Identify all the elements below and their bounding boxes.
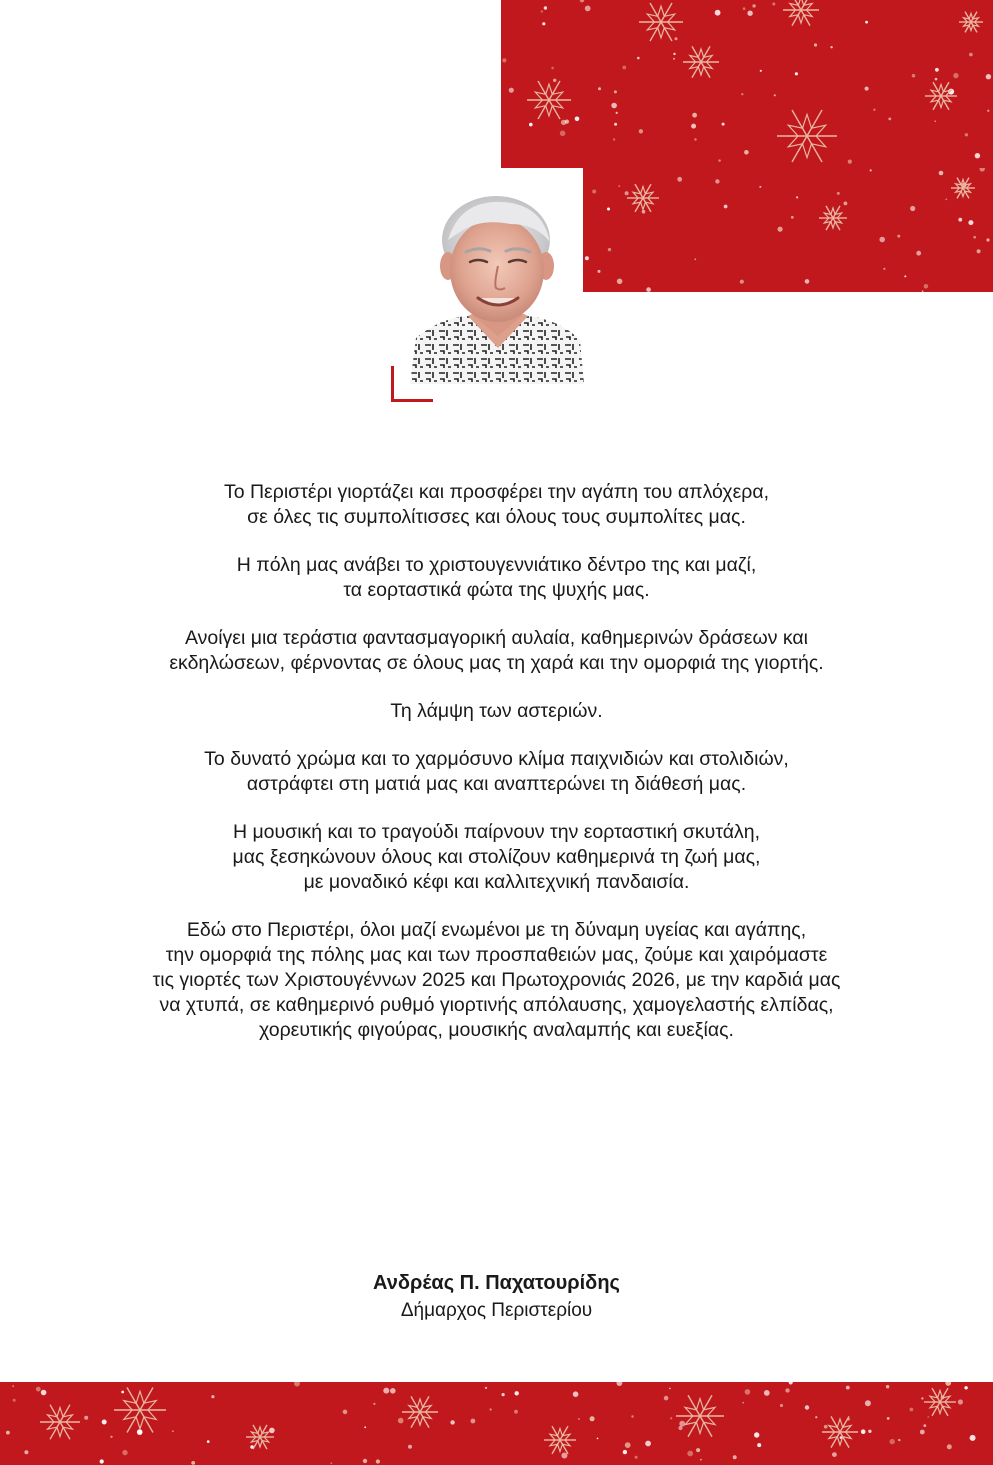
sparkle-dot [830, 46, 832, 48]
sparkle-dot [815, 1416, 817, 1418]
letter-line: τα εορταστικά φώτα της ψυχής μας. [343, 579, 650, 601]
sparkle-dot [585, 256, 589, 260]
sparkle-dot [692, 113, 697, 118]
snowflake-icon [544, 1426, 576, 1454]
snowflake-icon [959, 12, 983, 33]
sparkle-dot [898, 1439, 900, 1441]
sparkle-dot [121, 1391, 124, 1394]
sparkle-dot [617, 279, 623, 285]
sparkle-dot [754, 1432, 759, 1437]
top-red-snowflake-panel-lower [583, 168, 993, 292]
sparkle-dot [870, 169, 872, 171]
sparkle-dot [715, 10, 721, 16]
letter-paragraph [60, 747, 933, 797]
sparkle-dot [390, 1388, 396, 1394]
sparkle-dot [747, 11, 752, 16]
sparkle-dot [921, 1397, 923, 1399]
sparkle-dot [968, 220, 973, 225]
sparkle-dot [646, 287, 651, 292]
letter-line: Εδώ στο Περιστέρι, όλοι μαζί ενωμένοι με τη δύναμη υγείας και αγάπης, [186, 919, 807, 941]
sparkle-dot [791, 216, 794, 219]
sparkle-dot [553, 79, 556, 82]
sparkle-dot [598, 87, 601, 90]
sparkle-dot [947, 1444, 952, 1449]
sparkle-dot [364, 1426, 366, 1428]
sparkle-dot [622, 66, 626, 70]
signature-block [0, 1270, 993, 1324]
letter-line: Η πόλη μας ανάβει το χριστουγεννιάτικο δέντρο της και μαζί, [236, 554, 757, 576]
letter-line: εκδηλώσεων, φέρνοντας σε όλους μας τη χαρά και την ομορφιά της γιορτής. [169, 652, 824, 674]
sparkle-dot [625, 191, 629, 195]
top-red-snowflake-panel [501, 0, 993, 168]
sparkle-dot [578, 1418, 580, 1420]
sparkle-dot [12, 1385, 14, 1387]
letter-line: σε όλες τις συμπολίτισσες και όλους τους συμπολίτες μας. [247, 506, 746, 528]
sparkle-dot [733, 1455, 737, 1459]
sparkle-dot [953, 73, 958, 78]
sparkle-dot [611, 103, 617, 109]
red-corner-accent [391, 366, 433, 402]
sparkle-dot [617, 1382, 623, 1386]
sparkle-dot [408, 1445, 412, 1449]
sparkle-dot [502, 58, 506, 62]
sparkle-dot [945, 1382, 951, 1386]
sparkle-dot [973, 236, 976, 239]
sparkle-dot [294, 1382, 300, 1387]
letter-body [60, 480, 933, 1066]
sparkle-dot [897, 235, 900, 238]
sparkle-dot [694, 138, 696, 140]
letter-line: Τη λάμψη των αστεριών. [390, 700, 603, 722]
sparkle-dot [597, 1438, 599, 1440]
sparkle-dot [6, 1431, 10, 1435]
letter-paragraph [60, 626, 933, 676]
sparkle-dot [191, 1461, 195, 1465]
snowflake-icon [819, 206, 847, 230]
sparkle-dot [24, 1450, 28, 1454]
sparkle-dot [987, 110, 989, 112]
sparkle-dot [614, 90, 617, 93]
sparkle-dot [774, 94, 776, 96]
sparkle-dot [677, 177, 682, 182]
sparkle-dot [759, 186, 761, 188]
sparkle-dot [84, 1416, 88, 1420]
sparkle-dot [687, 1451, 693, 1457]
sparkle-dot [613, 138, 615, 140]
sparkle-dot [373, 1403, 375, 1405]
sparkle-dot [886, 1385, 889, 1388]
snowflake-icon [527, 81, 571, 119]
snowflake-icon [683, 46, 719, 77]
sparkle-dot [635, 1456, 638, 1459]
sparkle-dot [764, 1390, 770, 1396]
sparkle-dot [964, 1386, 967, 1389]
sparkle-dot [724, 205, 728, 209]
sparkle-dot [639, 129, 643, 133]
sparkle-dot [631, 1415, 633, 1417]
sparkle-dot [541, 10, 543, 12]
sparkle-dot [934, 120, 936, 122]
snowflake-icon [924, 1388, 956, 1416]
letter-paragraph [60, 699, 933, 724]
sparkle-dot [207, 1440, 210, 1443]
letter-line: με μοναδικό κέφι και καλλιτεχνική πανδαισία. [303, 871, 690, 893]
sparkle-dot [865, 87, 869, 91]
sparkle-dot [565, 120, 569, 124]
sparkle-dot [673, 53, 675, 55]
sparkle-dot [36, 1387, 41, 1392]
sparkle-dot [757, 1443, 761, 1447]
sparkle-dot [741, 93, 743, 95]
sparkle-dot [912, 74, 916, 78]
letter-line: χορευτικής φιγούρας, μουσικής αναλαμπής και ευεξίας. [259, 1019, 734, 1041]
sparkle-dot [969, 53, 973, 57]
sparkle-dot [330, 1462, 332, 1464]
sparkle-dot [673, 58, 675, 60]
sparkle-dot [515, 1391, 519, 1395]
sparkle-dot [561, 1453, 567, 1459]
sparkle-dot [269, 1428, 275, 1434]
sparkle-dot [122, 1450, 127, 1455]
sparkle-dot [100, 1459, 104, 1463]
sparkle-dot [664, 1396, 669, 1401]
sparkle-dot [722, 123, 725, 126]
letter-line: Ανοίγει μια τεράστια φαντασμαγορική αυλαία, καθημερινών δράσεων και [184, 627, 809, 649]
sparkle-dot [986, 238, 989, 241]
sparkle-dot [614, 123, 617, 126]
sparkle-dot [910, 206, 915, 211]
sparkle-dot [916, 251, 921, 256]
letter-line: την ομορφιά της πόλης μας και των προσπαθειών μας, ζούμε και χαιρόμαστε [165, 944, 828, 966]
sparkle-dot [694, 258, 696, 260]
sparkle-dot [965, 133, 968, 136]
sparkle-dot [890, 1439, 895, 1444]
sparkle-dot [675, 37, 678, 40]
sparkle-dot [590, 1416, 595, 1421]
sparkle-dot [740, 280, 744, 284]
sparkle-dot [13, 1399, 16, 1402]
sparkle-dot [551, 67, 554, 70]
sparkle-dot [718, 159, 720, 161]
sparkle-dot [637, 57, 640, 60]
sparkle-dot [110, 1436, 112, 1438]
sparkle-dot [868, 1430, 871, 1433]
sparkle-dot [883, 268, 885, 270]
sparkle-dot [670, 1417, 672, 1419]
sparkle-dot [805, 279, 810, 284]
sparkle-dot [873, 109, 875, 111]
letter-line: Το Περιστέρι γιορτάζει και προσφέρει την αγάπη του απλόχερα, [223, 481, 770, 503]
snowflake-icon [114, 1387, 166, 1432]
sparkle-dot [910, 1408, 914, 1412]
sparkle-dot [625, 1442, 631, 1448]
snowflake-pattern-top [501, 0, 993, 168]
sparkle-dot [41, 1390, 47, 1396]
snowflake-icon [783, 0, 819, 26]
sparkle-dot [837, 192, 840, 195]
sparkle-dot [977, 249, 981, 253]
snowflake-icon [402, 1396, 438, 1427]
sparkle-dot [780, 1404, 783, 1407]
sparkle-dot [888, 118, 891, 121]
letter-line: τις γιορτές των Χριστουγέννων 2025 και Πρωτοχρονιάς 2026, με την καρδιά μας [152, 969, 841, 991]
sparkle-dot [102, 1420, 107, 1425]
sparkle-dot [172, 1430, 174, 1432]
letter-line: αστράφτει στη ματιά μας και αναπτερώνει τη διάθεσή μας. [246, 773, 747, 795]
sparkle-dot [814, 43, 817, 46]
sparkle-dot [573, 1391, 579, 1397]
sparkle-dot [343, 1410, 348, 1415]
sparkle-dot [789, 1382, 793, 1385]
sparkle-dot [887, 1417, 890, 1420]
snowflake-icon [777, 110, 837, 162]
snowflake-icon [822, 1416, 858, 1447]
sparkle-dot [778, 227, 783, 232]
sparkle-dot [958, 218, 962, 222]
sparkle-dot [785, 1388, 789, 1392]
sparkle-dot [700, 1459, 702, 1461]
sparkle-dot [975, 153, 980, 158]
sparkle-dot [879, 237, 885, 243]
sparkle-dot [970, 1435, 976, 1441]
sparkle-dot [679, 1421, 685, 1427]
sparkle-dot [772, 3, 775, 6]
letter-paragraph [60, 820, 933, 895]
letter-line: Η μουσική και το τραγούδι παίρνουν την εορταστική σκυτάλη, [232, 821, 761, 843]
snowflake-pattern-bottom [0, 1382, 993, 1465]
snowflake-pattern-top-lower [583, 168, 993, 292]
sparkle-dot [598, 270, 601, 273]
sparkle-dot [529, 123, 533, 127]
sparkle-dot [745, 1389, 751, 1395]
sparkle-dot [363, 1459, 367, 1463]
sparkle-dot [509, 88, 514, 93]
bottom-red-snowflake-band [0, 1382, 993, 1465]
sparkle-dot [678, 1426, 682, 1430]
sparkle-dot [580, 0, 584, 2]
sparkle-dot [743, 7, 746, 10]
letter-paragraph [60, 480, 933, 530]
sparkle-dot [945, 199, 947, 201]
sparkle-dot [575, 117, 580, 122]
sparkle-dot [795, 72, 798, 75]
sparkle-dot [642, 210, 646, 214]
letter-line: να χτυπά, σε καθημερινό ρυθμό γιορτινής απόλαυσης, χαμογελαστής ελπίδας, [159, 994, 834, 1016]
sparkle-dot [383, 1388, 389, 1394]
sparkle-dot [924, 284, 929, 289]
sparkle-dot [490, 1408, 492, 1410]
sparkle-dot [514, 1410, 518, 1414]
sparkle-dot [980, 168, 985, 172]
sparkle-dot [560, 131, 566, 137]
letter-line: Το δυνατό χρώμα και το χαρμόσυνο κλίμα παιχνιδιών και στολιδιών, [204, 748, 789, 770]
mayor-portrait [410, 188, 584, 384]
sparkle-dot [744, 150, 749, 155]
sparkle-dot [376, 1459, 380, 1463]
sparkle-dot [211, 1395, 214, 1398]
sparkle-dot [502, 1393, 505, 1396]
sparkle-dot [450, 1420, 454, 1424]
signature-name: Ανδρέας Π. Παχατουρίδης [373, 1272, 620, 1294]
letter-line: μας ξεσηκώνουν όλους και στολίζουν καθημερινά τη ζωή μας, [232, 846, 761, 868]
sparkle-dot [669, 1388, 671, 1390]
sparkle-dot [544, 6, 547, 9]
letter-paragraph [60, 918, 933, 1043]
sparkle-dot [824, 1425, 828, 1429]
sparkle-dot [848, 160, 852, 164]
snowflake-icon [639, 3, 683, 41]
sparkle-dot [592, 190, 596, 194]
sparkle-dot [616, 112, 618, 114]
sparkle-dot [752, 4, 755, 7]
sparkle-dot [715, 179, 719, 183]
snowflake-icon [627, 184, 659, 212]
sparkle-dot [935, 68, 939, 72]
snowflake-icon [951, 178, 975, 199]
sparkle-dot [485, 1387, 487, 1389]
snowflake-icon [40, 1405, 80, 1440]
sparkle-dot [805, 1405, 809, 1409]
sparkle-dot [846, 1386, 850, 1390]
sparkle-dot [696, 1448, 700, 1452]
sparkle-dot [922, 290, 924, 292]
sparkle-dot [471, 1419, 476, 1424]
sparkle-dot [958, 1399, 963, 1404]
sparkle-dot [923, 1424, 926, 1427]
sparkle-dot [844, 202, 848, 206]
sparkle-dot [585, 5, 591, 11]
sparkle-dot [865, 1400, 871, 1406]
sparkle-dot [832, 1452, 837, 1457]
sparkle-dot [935, 78, 938, 81]
snowflake-icon [925, 82, 957, 110]
sparkle-dot [904, 275, 906, 277]
sparkle-dot [986, 74, 991, 79]
sparkle-dot [542, 22, 545, 25]
sparkle-dot [398, 1418, 404, 1424]
snowflake-icon [676, 1395, 724, 1437]
sparkle-dot [623, 1450, 627, 1454]
signature-title: Δήμαρχος Περιστερίου [400, 1300, 593, 1321]
letter-paragraph [60, 553, 933, 603]
sparkle-dot [607, 208, 610, 211]
sparkle-dot [137, 1429, 143, 1435]
sparkle-dot [742, 1402, 744, 1404]
snowflake-icon [246, 1425, 274, 1449]
sparkle-dot [645, 1441, 651, 1447]
sparkle-dot [691, 124, 696, 129]
sparkle-dot [861, 1429, 866, 1434]
sparkle-dot [920, 1430, 925, 1435]
sparkle-dot [608, 248, 611, 251]
sparkle-dot [618, 185, 620, 187]
sparkle-dot [760, 70, 762, 72]
sparkle-dot [865, 21, 868, 24]
sparkle-dot [796, 196, 798, 198]
sparkle-dot [927, 1416, 929, 1418]
sparkle-dot [939, 171, 944, 176]
